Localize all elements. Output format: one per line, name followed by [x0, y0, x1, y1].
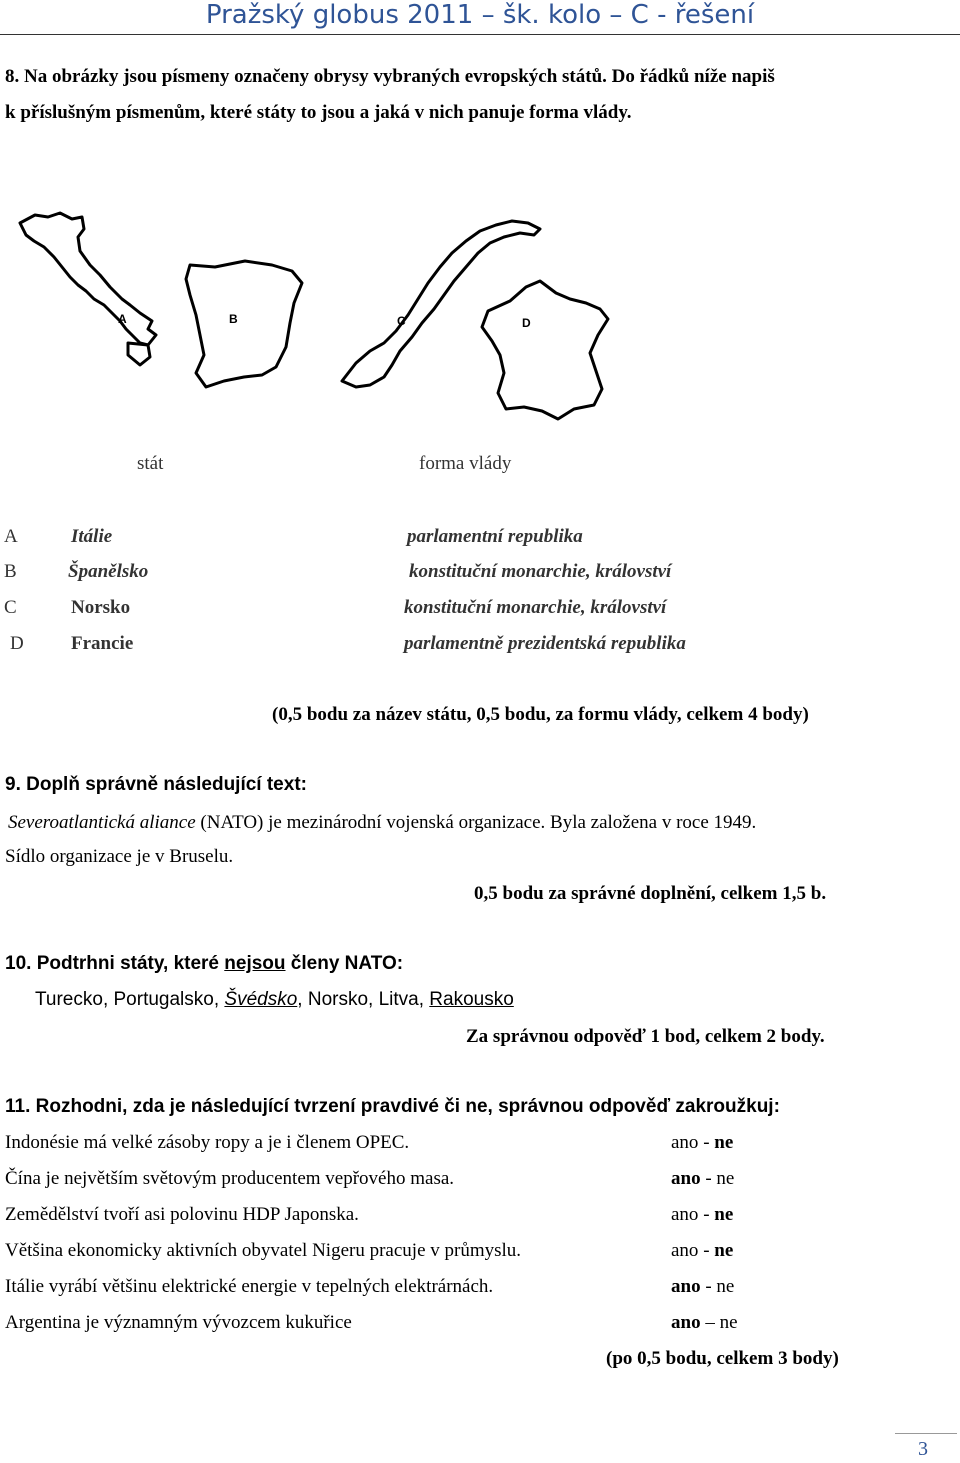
statement-text: Indonésie má velké zásoby ropy a je i členem OPEC. [5, 1132, 410, 1153]
column-header-government-form: forma vlády [419, 453, 512, 474]
statement-text: Čína je největším světovým producentem vepřového masa. [5, 1168, 455, 1189]
q9-text-line-1 [8, 812, 756, 834]
answer-yes[interactable]: ano [671, 1204, 699, 1225]
answer-yes[interactable]: ano [671, 1312, 701, 1333]
row-state-c: Norsko [71, 597, 131, 618]
q11-statement-row [5, 1204, 875, 1230]
q10-heading [5, 953, 403, 975]
q10-heading-pre: 10. Podtrhni státy, které [5, 953, 225, 974]
q11-heading: 11. Rozhodni, zda je následující tvrzení pravdivé či ne, správnou odpověď zakroužkuj: [5, 1096, 780, 1117]
row-letter-b: B [4, 561, 17, 582]
answer-choice [671, 1276, 734, 1298]
row-letter-d: D [10, 633, 24, 654]
answer-separator: - [700, 1168, 717, 1189]
map-label-a: A [118, 312, 127, 326]
list-separator: , [213, 989, 225, 1010]
page-number: 3 [918, 1438, 928, 1460]
q9-answer-nato-name: Severoatlantická aliance [8, 812, 196, 833]
answer-separator: - [698, 1204, 715, 1225]
row-state-a: Itálie [71, 526, 113, 547]
answer-separator: - [700, 1276, 717, 1297]
statement-text: Většina ekonomicky aktivních obyvatel Nigeru pracuje v průmyslu. [5, 1240, 522, 1261]
q9-text-rest: (NATO) je mezinárodní vojenská organizace. Byla založena v roce 1949. [195, 812, 757, 833]
country-outlines-map [0, 195, 960, 440]
statement-text: Argentina je významným vývozcem kukuřice [5, 1312, 352, 1333]
row-form-d: parlamentně prezidentská republika [404, 633, 686, 654]
q11-statement-row [5, 1168, 875, 1194]
q11-statement-row [5, 1276, 875, 1302]
list-separator: , [102, 989, 114, 1010]
answer-yes[interactable]: ano [671, 1240, 699, 1261]
page-number-rule [895, 1433, 957, 1434]
row-form-b: konstituční monarchie, království [409, 561, 672, 582]
q10-heading-post: členy NATO: [285, 953, 404, 974]
q8-points: (0,5 bodu za název státu, 0,5 bodu, za formu vlády, celkem 4 body) [272, 704, 809, 725]
column-header-state: stát [137, 453, 164, 474]
q10-heading-underlined: nejsou [224, 953, 286, 974]
country-lithuania[interactable]: Litva [378, 989, 419, 1010]
q8-line-2: k příslušným písmenům, které státy to jsou a jaká v nich panuje forma vlády. [5, 102, 632, 123]
answer-choice [671, 1240, 733, 1262]
answer-no[interactable]: ne [714, 1204, 734, 1225]
country-austria[interactable]: Rakousko [429, 989, 514, 1010]
q9-heading: 9. Doplň správně následující text: [5, 774, 307, 795]
map-italy-outline [20, 213, 156, 365]
row-letter-a: A [4, 526, 18, 547]
row-letter-c: C [4, 597, 17, 618]
list-separator: , [418, 989, 430, 1010]
statement-text: Zemědělství tvoří asi polovinu HDP Japonska. [5, 1204, 359, 1225]
answer-choice [671, 1168, 734, 1190]
answer-separator: - [698, 1240, 715, 1261]
answer-no[interactable]: ne [719, 1312, 738, 1333]
header-divider [0, 34, 960, 35]
row-form-c: konstituční monarchie, království [404, 597, 667, 618]
row-state-b: Španělsko [68, 561, 149, 582]
country-turkey[interactable]: Turecko [35, 989, 103, 1010]
q11-points: (po 0,5 bodu, celkem 3 body) [606, 1348, 839, 1369]
map-label-c: C [397, 314, 406, 328]
answer-no[interactable]: ne [716, 1168, 735, 1189]
row-form-a: parlamentní republika [407, 526, 583, 547]
answer-choice [671, 1204, 733, 1226]
list-separator: , [297, 989, 308, 1010]
page-header-title: Pražský globus 2011 – šk. kolo – C - řešení [205, 0, 755, 30]
list-separator: , [368, 989, 379, 1010]
row-state-d: Francie [71, 633, 134, 654]
answer-choice [671, 1132, 733, 1154]
q11-statement-row [5, 1312, 875, 1338]
q10-country-list [35, 989, 514, 1011]
answer-no[interactable]: ne [714, 1240, 734, 1261]
map-label-b: B [229, 312, 238, 326]
q10-points: Za správnou odpověď 1 bod, celkem 2 body. [466, 1026, 825, 1047]
country-sweden[interactable]: Švédsko [224, 989, 298, 1010]
country-portugal[interactable]: Portugalsko [113, 989, 214, 1010]
country-norway[interactable]: Norsko [307, 989, 369, 1010]
map-norway-outline [342, 221, 540, 387]
q11-statement-row [5, 1240, 875, 1266]
q11-statement-row [5, 1132, 875, 1158]
answer-separator: – [700, 1312, 720, 1333]
answer-no[interactable]: ne [714, 1132, 734, 1153]
map-label-d: D [522, 316, 531, 330]
q9-points: 0,5 bodu za správné doplnění, celkem 1,5 b. [474, 883, 827, 904]
map-france-outline [482, 281, 608, 419]
answer-yes[interactable]: ano [671, 1276, 701, 1297]
answer-choice [671, 1312, 738, 1334]
answer-no[interactable]: ne [716, 1276, 735, 1297]
q8-line-1: 8. Na obrázky jsou písmeny označeny obrysy vybraných evropských států. Do řádků níže napiš [5, 66, 775, 87]
q9-text-line-2: Sídlo organizace je v Bruselu. [5, 846, 234, 867]
answer-yes[interactable]: ano [671, 1168, 701, 1189]
statement-text: Itálie vyrábí většinu elektrické energie v tepelných elektrárnách. [5, 1276, 494, 1297]
answer-yes[interactable]: ano [671, 1132, 699, 1153]
map-spain-outline [186, 261, 302, 387]
answer-separator: - [698, 1132, 715, 1153]
